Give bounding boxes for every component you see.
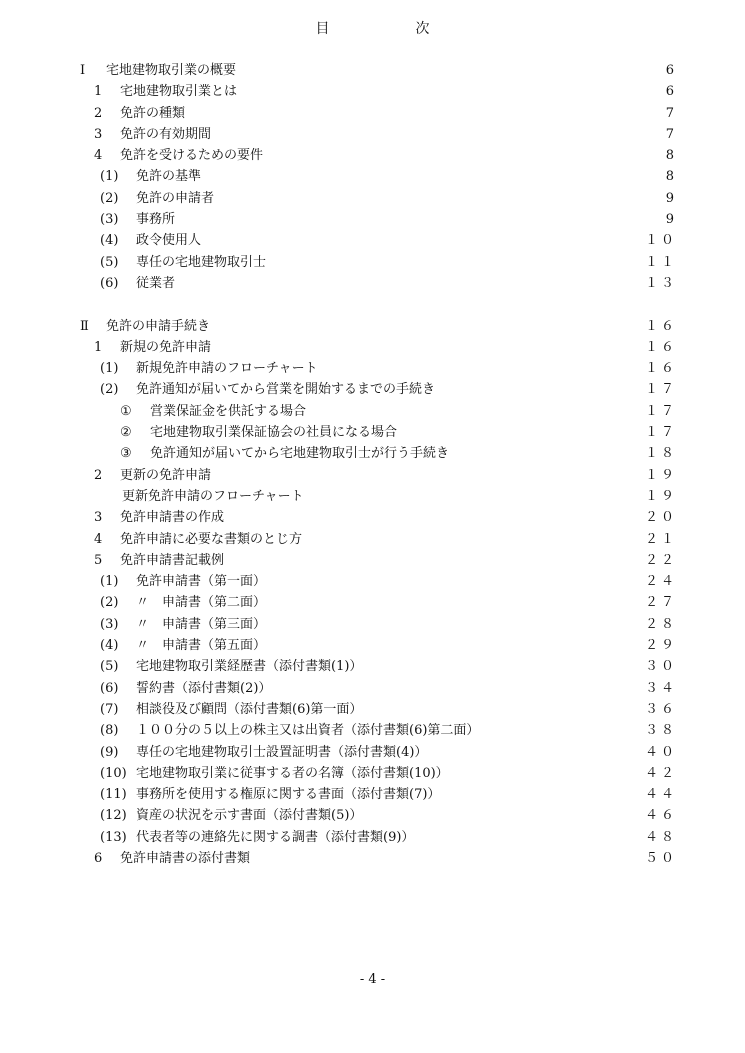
toc-entry — [80, 635, 677, 656]
toc-entry-title: 免許通知が届いてから営業を開始するまでの手続き — [136, 382, 436, 398]
toc-entry-title: 〃 申請書（第二面） — [136, 595, 267, 611]
toc-entry-page: 7 — [665, 105, 677, 121]
toc-entry-label — [100, 614, 266, 635]
toc-entry — [80, 166, 677, 187]
toc-entry-title: 免許の種類 — [120, 105, 186, 121]
toc-entry-title: 免許申請書記載例 — [120, 552, 225, 568]
toc-entry — [80, 592, 677, 613]
toc-entry-label — [94, 848, 250, 869]
toc-entry-label — [100, 784, 440, 805]
toc-entry-title: 免許申請書の作成 — [120, 510, 225, 526]
section-spacer — [80, 294, 674, 315]
toc-entry — [80, 252, 677, 273]
toc-entry-title: 宅地建物取引業経歴書（添付書類(1)） — [136, 659, 363, 675]
toc-entry-title: 免許を受けるための要件 — [120, 148, 264, 164]
toc-entry-label — [100, 656, 362, 677]
toc-entry-title: 資産の状況を示す書面（添付書類(5)） — [136, 808, 363, 824]
toc-entry — [80, 401, 677, 422]
page-title — [0, 18, 745, 38]
toc-entry-title: 免許の有効期間 — [120, 126, 212, 142]
toc-entry-page: 7 — [665, 126, 677, 142]
toc-entry-title: 宅地建物取引業保証協会の社員になる場合 — [150, 425, 398, 441]
toc-entry-title: 免許申請書の添付書類 — [120, 850, 251, 866]
toc-entry-page: １６ — [644, 339, 677, 355]
toc-entry — [80, 614, 677, 635]
toc-entry-label — [94, 145, 263, 166]
toc-entry-label — [120, 422, 397, 443]
toc-entry-title: 事務所を使用する権原に関する書面（添付書類(7)） — [136, 787, 441, 803]
toc-entry-label — [80, 316, 210, 337]
toc-entry — [80, 465, 677, 486]
toc-entry-label — [120, 443, 449, 464]
toc-entry-number: 3 — [94, 510, 103, 526]
toc-entry-label — [100, 763, 449, 784]
toc-entry-label — [122, 486, 304, 507]
toc-entry-label — [100, 230, 201, 251]
toc-entry-label — [100, 720, 479, 741]
toc-entry-number: 1 — [94, 339, 103, 355]
toc-entry — [80, 358, 677, 379]
toc-entry-page: ４４ — [644, 787, 677, 803]
toc-entry — [80, 571, 677, 592]
toc-entry-page: ２２ — [644, 552, 677, 568]
title-right: 次 — [415, 21, 430, 37]
toc-entry-page: ３０ — [644, 659, 677, 675]
toc-entry-label — [100, 209, 175, 230]
toc-entry — [80, 273, 677, 294]
toc-entry-number: (2) — [100, 382, 119, 398]
toc-entry-number: (7) — [100, 701, 119, 717]
toc-entry-number: (12) — [100, 808, 127, 824]
toc-entry-title: 宅地建物取引業の概要 — [106, 63, 237, 78]
toc-entry-label — [100, 252, 266, 273]
toc-entry-label — [100, 571, 266, 592]
toc-entry-label — [94, 124, 211, 145]
toc-entry-page: ３６ — [644, 701, 677, 717]
toc-entry-page: ２０ — [644, 510, 677, 526]
toc-entry-number: 4 — [94, 531, 103, 547]
toc-entry-title: 〃 申請書（第五面） — [136, 638, 267, 654]
toc-entry — [80, 529, 677, 550]
toc-entry-number: 2 — [94, 467, 103, 483]
toc-entry — [80, 81, 677, 102]
toc-entry-title: 事務所 — [136, 212, 176, 228]
toc-entry-title: 営業保証金を供託する場合 — [150, 403, 307, 419]
toc-entry-number: (9) — [100, 744, 119, 760]
toc-entry — [80, 379, 677, 400]
toc-entry-page: 8 — [665, 169, 677, 185]
toc-entry-label — [100, 742, 427, 763]
toc-entry-number: (13) — [100, 829, 127, 845]
toc-entry-label — [94, 465, 211, 486]
toc-entry-label — [94, 103, 185, 124]
toc-entry-title: 宅地建物取引業とは — [120, 84, 238, 100]
toc-entry-page: 9 — [665, 190, 677, 206]
page-number: - 4 - — [359, 972, 386, 987]
toc-entry-label — [100, 166, 201, 187]
toc-entry-page: １１ — [644, 254, 677, 270]
toc-entry-title: 免許の基準 — [136, 169, 202, 185]
toc-entry-title: 専任の宅地建物取引士 — [136, 254, 267, 270]
toc-entry-page: ４２ — [644, 765, 677, 781]
toc-entry-page: ２７ — [644, 595, 677, 611]
toc-entry-page: １８ — [644, 446, 677, 462]
toc-entry-label — [100, 827, 414, 848]
toc-entry-label — [94, 550, 224, 571]
toc-entry-title: 免許の申請手続き — [106, 318, 211, 334]
toc-entry-page: １７ — [644, 425, 677, 441]
toc-entry-title: 代表者等の連絡先に関する調書（添付書類(9)） — [136, 829, 415, 845]
toc-entry-title: 宅地建物取引業に従事する者の名簿（添付書類(10)） — [136, 765, 449, 781]
toc-entry — [80, 827, 677, 848]
toc-entry-number: 2 — [94, 105, 103, 121]
toc-entry-number: (4) — [100, 233, 119, 249]
toc-entry-label — [100, 358, 318, 379]
toc-entry-title: 相談役及び顧問（添付書類(6)第一面） — [136, 701, 363, 717]
toc-entry-label — [94, 81, 237, 102]
toc-entry-page: １３ — [644, 275, 677, 291]
toc-entry — [80, 103, 677, 124]
toc-entry-title: 誓約書（添付書類(2)） — [136, 680, 272, 696]
toc-entry-page: 8 — [665, 148, 677, 164]
toc-entry-label — [120, 401, 306, 422]
toc-entry — [80, 805, 677, 826]
toc-entry — [80, 507, 677, 528]
toc-entry-page: ２８ — [644, 616, 677, 632]
toc-entry — [80, 443, 677, 464]
toc-entry-page: ４０ — [644, 744, 677, 760]
toc-entry-number: (6) — [100, 680, 119, 696]
toc-entry — [80, 486, 677, 507]
toc-entry — [80, 763, 677, 784]
toc-entry-page: ２４ — [644, 574, 677, 590]
toc-entry-label — [94, 529, 302, 550]
toc-entry-label — [100, 379, 435, 400]
toc-entry-label — [100, 699, 362, 720]
toc-entry-title: 政令使用人 — [136, 233, 202, 249]
toc-entry-number: (2) — [100, 190, 119, 206]
toc-entry-page: １０ — [644, 233, 677, 249]
toc-entry-number: (8) — [100, 723, 119, 739]
toc-entry — [80, 678, 677, 699]
toc-entry — [80, 124, 677, 145]
toc-entry-number: ① — [120, 403, 132, 419]
toc-entry-number: (5) — [100, 659, 119, 675]
toc-entry-label — [100, 273, 175, 294]
toc-entry-number: ② — [120, 425, 132, 441]
toc-entry-number: (2) — [100, 595, 119, 611]
toc-entry-page: 9 — [665, 212, 677, 228]
toc-entry — [80, 848, 677, 869]
toc-entry — [80, 209, 677, 230]
toc-entry-page: １７ — [644, 403, 677, 419]
toc-entry-number: (10) — [100, 765, 127, 781]
toc-entry — [80, 188, 677, 209]
toc-entry-number: (4) — [100, 638, 119, 654]
toc-entry — [80, 230, 677, 251]
toc-entry-number: (11) — [100, 787, 127, 803]
toc-entry-page: ５０ — [644, 850, 677, 866]
toc-entry-title: 免許通知が届いてから宅地建物取引士が行う手続き — [150, 446, 450, 462]
toc-entry — [80, 784, 677, 805]
toc-entry-page: ２１ — [644, 531, 677, 547]
toc-entry-label — [94, 337, 211, 358]
toc-entry-number: (3) — [100, 212, 119, 228]
toc-entry-page: ４６ — [644, 808, 677, 824]
toc-entry-page: ３４ — [644, 680, 677, 696]
toc-entry-page: ３８ — [644, 723, 677, 739]
toc-entry-page: １６ — [644, 361, 677, 377]
toc-entry-page: ４８ — [644, 829, 677, 845]
toc-entry — [80, 720, 677, 741]
toc-entry-number: (1) — [100, 169, 119, 185]
toc-entry — [80, 422, 677, 443]
toc-entry-number: 5 — [94, 552, 103, 568]
toc-entry-title: 従業者 — [136, 275, 176, 291]
toc-entry-title: 更新免許申請のフローチャート — [122, 488, 304, 504]
toc-entry-page: １９ — [644, 488, 677, 504]
toc-entry — [80, 550, 677, 571]
toc-entry-number: (1) — [100, 574, 119, 590]
toc-entry-number: 4 — [94, 148, 103, 164]
toc-entry-number: (3) — [100, 616, 119, 632]
toc-entry-label — [94, 507, 224, 528]
toc-entry-title: 免許の申請者 — [136, 190, 215, 206]
toc-entry — [80, 656, 677, 677]
toc-entry-title: 新規免許申請のフローチャート — [136, 361, 318, 377]
toc-entry — [80, 145, 677, 166]
toc-entry-label — [100, 635, 266, 656]
toc-entry-title: 新規の免許申請 — [120, 339, 212, 355]
title-left: 目 — [315, 21, 330, 37]
toc-entry-title: 専任の宅地建物取引士設置証明書（添付書類(4)） — [136, 744, 428, 760]
toc-entry-page: １６ — [644, 318, 677, 334]
toc-entry-title: １００分の５以上の株主又は出資者（添付書類(6)第二面） — [136, 723, 480, 739]
toc-entry — [80, 742, 677, 763]
toc-entry-number: (6) — [100, 275, 119, 291]
toc-entry — [80, 316, 677, 337]
toc-entry-number: (5) — [100, 254, 119, 270]
table-of-contents — [80, 60, 677, 869]
toc-entry-page: 6 — [665, 63, 677, 78]
toc-entry-page: １７ — [644, 382, 677, 398]
toc-entry-title: 免許申請書（第一面） — [136, 574, 267, 590]
toc-entry — [80, 337, 677, 358]
toc-entry — [80, 60, 677, 81]
toc-entry-number: Ⅰ — [80, 63, 86, 78]
toc-entry-label — [80, 60, 236, 81]
toc-entry-title: 更新の免許申請 — [120, 467, 212, 483]
toc-entry-number: ③ — [120, 446, 132, 462]
toc-entry-number: 3 — [94, 126, 103, 142]
toc-entry-label — [100, 188, 214, 209]
toc-entry-title: 〃 申請書（第三面） — [136, 616, 267, 632]
toc-entry-number: (1) — [100, 361, 119, 377]
toc-entry-page: ２９ — [644, 638, 677, 654]
toc-entry-page: 6 — [665, 84, 677, 100]
toc-entry — [80, 699, 677, 720]
toc-entry-label — [100, 592, 266, 613]
toc-entry-title: 免許申請に必要な書類のとじ方 — [120, 531, 303, 547]
toc-entry-label — [100, 805, 362, 826]
toc-entry-page: １９ — [644, 467, 677, 483]
toc-entry-label — [100, 678, 271, 699]
toc-entry-number: 1 — [94, 84, 103, 100]
toc-entry-number: Ⅱ — [80, 318, 89, 334]
toc-entry-number: 6 — [94, 850, 103, 866]
